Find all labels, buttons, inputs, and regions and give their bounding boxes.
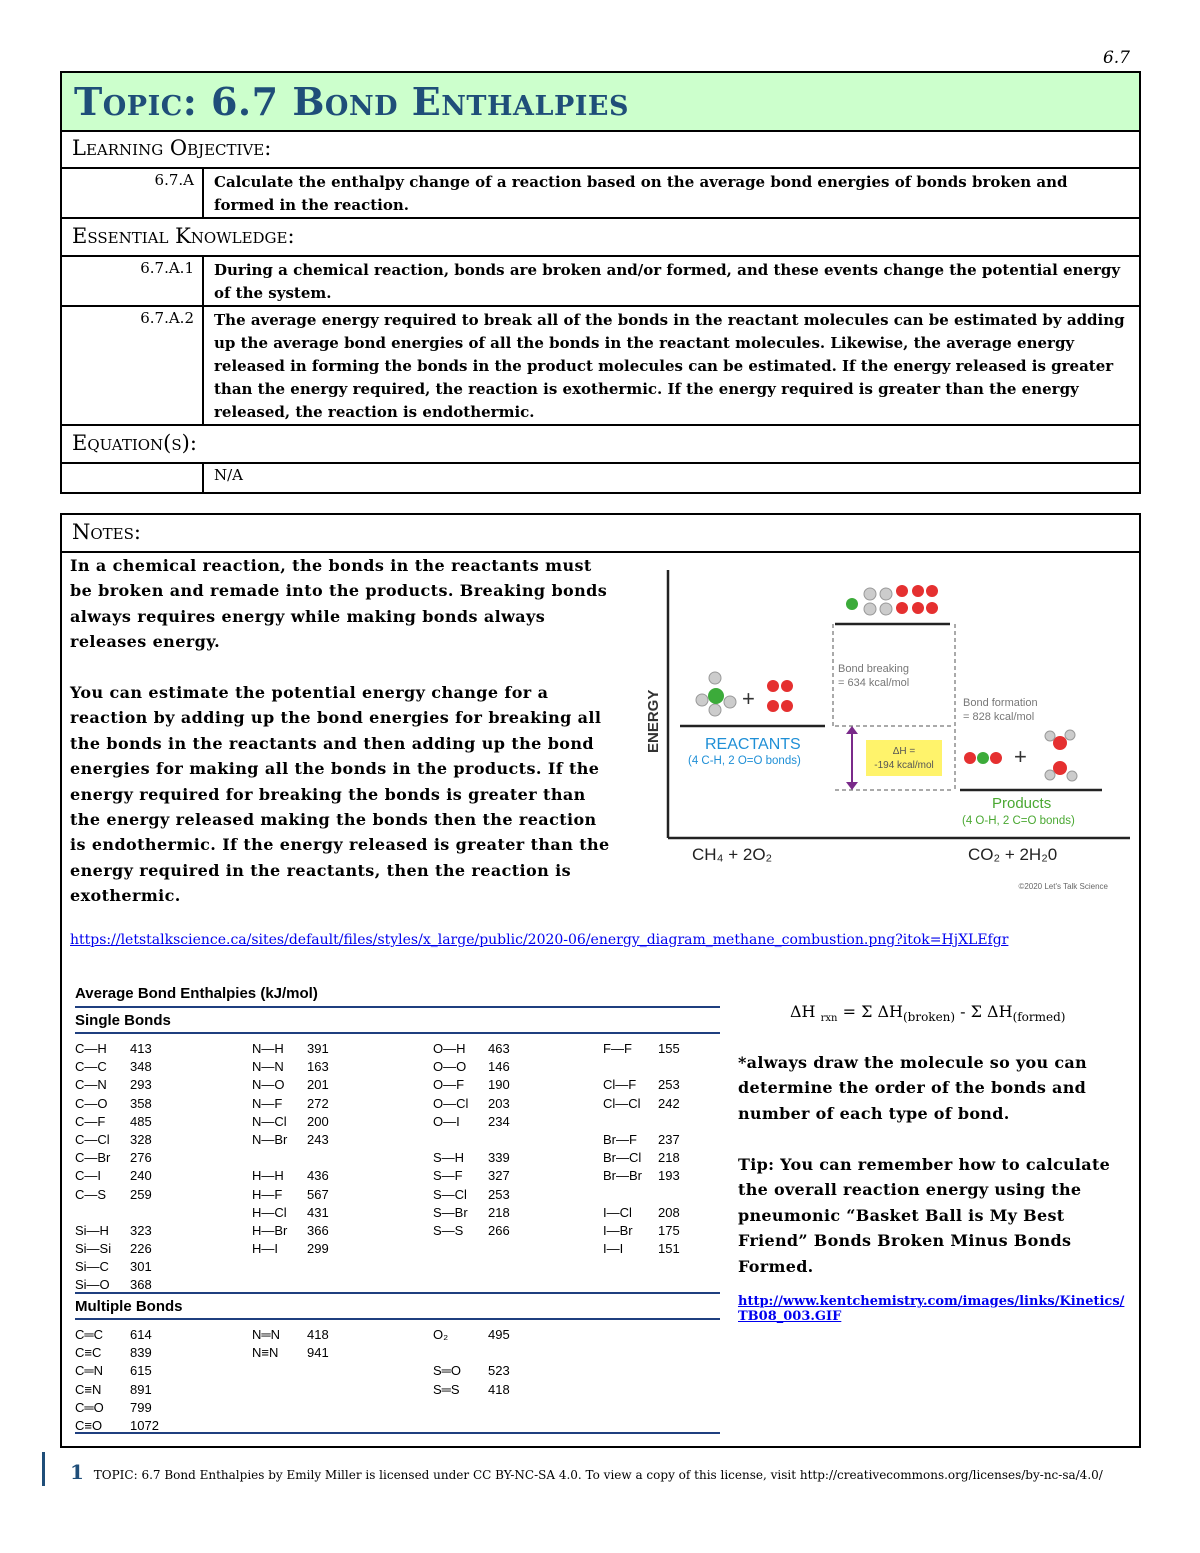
bond-name: I—Cl [603,1204,632,1220]
bond-name: Si—O [75,1277,110,1293]
bond-formation-value: = 828 kcal/mol [963,711,1035,723]
page-corner-label: 6.7 [1102,48,1130,68]
equations-heading: Equation(s): [60,426,1141,464]
equation-code [61,463,203,493]
objective-text: Calculate the enthalpy change of a reaction based on the average bond energies of bonds broken and formed in the reaction. [203,168,1140,218]
bond-value: 259 [130,1186,152,1202]
bond-value: 190 [488,1077,510,1093]
bond-entry [433,1131,510,1149]
bond-entry [75,1344,159,1362]
eq-delta-h: ΔH [790,1002,816,1021]
bond-entry [252,1186,329,1204]
bond-entry [75,1040,152,1058]
bond-name: O—F [433,1077,465,1093]
bond-entry [252,1131,329,1149]
bond-entry [433,1362,510,1380]
bond-name: I—I [603,1241,624,1257]
bond-value: 299 [307,1241,329,1257]
bond-value: 523 [488,1363,510,1379]
notes-paragraph-2: You can estimate the potential energy change for a reaction by adding up the bond energies for breaking all the bonds in the reactants and then adding up the bond energies for making all the bonds in the products. If the energy required for breaking the bonds is greater than the energy released making the bonds then the reaction is endothermic. If the energy released is greater than the energy required in the reactants, then the reaction is exothermic. [70,683,610,906]
bond-entry [603,1204,680,1222]
bond-breaking-label: Bond breaking [838,663,909,675]
page-number: 1 [70,1460,84,1484]
bond-entry [252,1222,329,1240]
knowledge-text: The average energy required to break all of the bonds in the reactant molecules can be estimated by adding up the average bond energies of all the bonds in the reactant molecules. Likewise, the average energy released in forming the bonds in the product molecules can be estimated. If the energy released is greater than the energy required, the reaction is exothermic. If the energy required is greater than the energy released, the reaction is endothermic. [203,306,1140,425]
bond-name: H—I [252,1241,278,1257]
bond-entry [433,1149,510,1167]
bond-entry [75,1381,159,1399]
bond-name: N—N [252,1059,284,1075]
bond-name: S═O [433,1363,461,1379]
bond-entry [433,1344,510,1362]
eq-formed: (formed) [1012,1010,1066,1025]
learning-objective-heading: Learning Objective: [60,131,1141,169]
bond-name: O—I [433,1113,460,1129]
knowledge-code: 6.7.A.2 [61,306,203,425]
bond-entry [433,1222,510,1240]
bond-value: 436 [307,1168,329,1184]
bond-name: C≡C [75,1345,102,1361]
bond-entry [252,1326,329,1344]
bond-value: 348 [130,1059,152,1075]
bond-column [75,1040,152,1295]
dh-arrow-head-up [846,726,858,734]
equations-table [60,462,1141,494]
bond-entry [252,1076,329,1094]
bond-entry [252,1344,329,1362]
separated-atoms [846,585,938,615]
bond-name: N—F [252,1095,283,1111]
bond-name: H—F [252,1186,283,1202]
bond-value: 243 [307,1131,329,1147]
bond-entry [433,1113,510,1131]
bond-name: H—Br [252,1222,288,1238]
bond-entry [433,1076,510,1094]
bond-value: 218 [488,1204,510,1220]
bond-entry [75,1399,159,1417]
bond-value: 301 [130,1259,152,1275]
water-molecules [1045,730,1077,781]
bond-name: N—O [252,1077,285,1093]
bond-entry [603,1095,680,1113]
bond-column [433,1040,510,1240]
bond-name: C═N [75,1363,103,1379]
bond-entry [75,1095,152,1113]
products-bonds: (4 O-H, 2 C=O bonds) [962,815,1075,827]
x-label-reactants: CH₄ + 2O₂ [692,845,773,864]
bond-name: C═O [75,1399,104,1415]
bond-value: 276 [130,1150,152,1166]
bond-entry [433,1381,510,1399]
objectives-block [60,131,1141,494]
knowledge-code: 6.7.A.1 [61,256,203,306]
enthalpy-equation [790,1002,1066,1024]
bond-entry [433,1326,510,1344]
bond-name: Si—C [75,1259,109,1275]
bond-name: S—S [433,1222,464,1238]
bond-value: 272 [307,1095,329,1111]
bond-name: N═N [252,1327,280,1342]
bond-value: 485 [130,1113,152,1129]
bond-name: Si—Si [75,1241,112,1257]
bond-value: 201 [307,1077,329,1093]
bond-value: 339 [488,1150,510,1166]
bond-value: 327 [488,1168,510,1184]
bond-column [252,1326,329,1362]
essential-knowledge-table [60,255,1141,426]
bond-entry [75,1240,152,1258]
equation-row [61,463,1140,493]
bond-name: C═C [75,1327,103,1342]
bond-entry [433,1095,510,1113]
bond-entry [75,1362,159,1380]
x-label-products: CO₂ + 2H₂0 [968,845,1058,864]
bond-name: Br—Cl [603,1150,642,1166]
bond-value: 203 [488,1095,510,1111]
bond-column [603,1040,680,1258]
bond-column [433,1326,510,1399]
energy-diagram [630,568,1135,898]
bond-entry [603,1186,680,1204]
bond-value: 891 [130,1381,152,1397]
dh-label-2: -194 kcal/mol [874,760,934,771]
bond-value: 391 [307,1041,329,1056]
bond-table-title: Average Bond Enthalpies (kJ/mol) [75,985,318,1002]
eq-broken: (broken) [902,1010,956,1025]
bond-name: S—H [433,1150,465,1166]
products-label: Products [992,795,1052,812]
bond-entry [75,1149,152,1167]
multiple-bonds-area [75,1320,720,1432]
bond-entry [75,1276,152,1294]
bond-name: N—H [252,1041,284,1056]
bond-name: O—Cl [433,1095,469,1111]
objective-code: 6.7.A [61,168,203,218]
bond-value: 839 [130,1345,152,1361]
bond-entry [75,1113,152,1131]
bond-value: 463 [488,1041,510,1056]
bond-value: 234 [488,1113,510,1129]
draw-molecule-note: *always draw the molecule so you can determine the order of the bonds and number of each type of bond. [738,1053,1087,1123]
bond-name: H—H [252,1168,284,1184]
bond-entry [603,1167,680,1185]
bond-value: 146 [488,1059,510,1075]
bond-entry [252,1204,329,1222]
bond-value: 151 [658,1241,680,1257]
bond-entry [75,1417,159,1435]
bond-column [75,1326,159,1435]
bond-value: 567 [307,1186,329,1202]
bond-name: C—Cl [75,1131,110,1147]
bond-entry [75,1186,152,1204]
bond-value: 293 [130,1077,152,1093]
bond-name: Si—H [75,1222,109,1238]
bond-value: 614 [130,1327,152,1342]
methane-molecule [696,672,736,716]
bond-entry [75,1076,152,1094]
bond-name: C—I [75,1168,101,1184]
bond-name: O₂ [433,1327,449,1342]
y-axis-label: ENERGY [645,689,662,753]
knowledge-row [61,306,1140,425]
bond-value: 226 [130,1241,152,1257]
co2-molecule [964,752,1002,764]
bond-value: 242 [658,1095,680,1111]
bond-name: S—Cl [433,1186,467,1202]
bond-entry [252,1113,329,1131]
bond-entry [75,1222,152,1240]
bond-table-source-link[interactable]: http://www.kentchemistry.com/images/links/Kinetics/TB08_003.GIF [738,1294,1125,1324]
plus-sign: + [742,686,755,711]
bond-entry [75,1131,152,1149]
bond-name: O—H [433,1041,466,1056]
bond-entry [75,1058,152,1076]
bond-entry [603,1240,680,1258]
bond-name: C≡N [75,1381,102,1397]
bond-entry [603,1222,680,1240]
bond-entry [252,1095,329,1113]
bond-entry [75,1326,159,1344]
bond-entry [252,1149,329,1167]
bond-value: 163 [307,1059,329,1075]
bond-value: 253 [488,1186,510,1202]
bond-value: 175 [658,1222,680,1238]
bond-value: 413 [130,1041,152,1056]
bond-column [252,1040,329,1258]
bond-value: 193 [658,1168,680,1184]
bond-name: C≡O [75,1417,103,1433]
bond-entry [603,1131,680,1149]
bond-value: 1072 [130,1417,159,1433]
bond-name: C—C [75,1059,107,1075]
bond-value: 323 [130,1222,152,1238]
bond-name: C—Br [75,1150,111,1166]
bond-value: 941 [307,1345,329,1361]
bond-value: 431 [307,1204,329,1220]
bond-value: 155 [658,1041,680,1056]
dh-arrow-head-down [846,782,858,790]
bond-enthalpy-table [75,985,720,1434]
table-bottom-rule [75,1432,720,1434]
bond-value: 328 [130,1131,152,1147]
bond-name: N—Cl [252,1113,287,1129]
bond-name: F—F [603,1041,632,1056]
bond-value: 799 [130,1399,152,1415]
bond-entry [433,1186,510,1204]
bond-entry [75,1167,152,1185]
bond-value: 418 [307,1327,329,1342]
multiple-bonds-rule [75,1292,720,1294]
bond-entry [252,1167,329,1185]
oxygen-molecules [767,680,793,712]
mnemonic-tip: Tip: You can remember how to calculate the overall reaction energy using the pneumonic “Basket Ball is My Best Friend” Bonds Broken Minus Bonds Formed. [738,1155,1111,1276]
bond-breaking-value: = 634 kcal/mol [838,677,910,689]
bond-name: O—O [433,1059,467,1075]
bond-name: C—H [75,1041,107,1056]
bond-name: S—F [433,1168,463,1184]
footer [70,1460,1103,1484]
bond-value: 208 [658,1204,680,1220]
eq-sum-broken: = Σ ΔH [837,1002,903,1021]
single-bonds-area [75,1034,720,1292]
bond-entry [433,1040,510,1058]
notes-heading: Notes: [62,515,1139,553]
bond-name: S—Br [433,1204,468,1220]
bond-name: Cl—F [603,1077,637,1093]
copyright: ©2020 Let's Talk Science [1018,882,1108,891]
eq-sum-formed: - Σ ΔH [955,1002,1013,1021]
bond-name: N—Br [252,1131,288,1147]
bond-entry [75,1204,152,1222]
eq-rxn: rxn [820,1013,838,1025]
bond-name: N≡N [252,1345,279,1361]
reactants-label: REACTANTS [705,736,801,753]
bond-name: C—S [75,1186,107,1202]
bond-name: I—Br [603,1222,633,1238]
multiple-bonds-heading: Multiple Bonds [75,1298,183,1315]
knowledge-row [61,256,1140,306]
bond-value: 368 [130,1277,152,1293]
bond-name: C—O [75,1095,108,1111]
bond-entry [603,1076,680,1094]
bond-value: 218 [658,1150,680,1166]
bond-name: H—Cl [252,1204,287,1220]
bond-name: Cl—Cl [603,1095,641,1111]
bond-name: Br—F [603,1131,637,1147]
bond-value: 240 [130,1168,152,1184]
objective-row [61,168,1140,218]
reactants-bonds: (4 C-H, 2 O=O bonds) [688,755,801,767]
bond-entry [603,1058,680,1076]
learning-objective-table [60,167,1141,219]
license-text: TOPIC: 6.7 Bond Enthalpies by Emily Miller is licensed under CC BY-NC-SA 4.0. To view a copy of this license, visit http://creativecommons.org/licenses/by-nc-sa/4.0/ [93,1468,1103,1482]
bond-formation-label: Bond formation [963,697,1038,709]
topic-title: Topic: 6.7 Bond Enthalpies [60,71,1141,132]
bond-value: 200 [307,1113,329,1129]
footer-bar [42,1452,45,1486]
essential-knowledge-heading: Essential Knowledge: [60,219,1141,257]
bond-value: 266 [488,1222,510,1238]
bond-value: 358 [130,1095,152,1111]
single-bonds-heading: Single Bonds [75,1006,720,1029]
bond-entry [433,1167,510,1185]
plus-sign: + [1014,744,1027,769]
bond-name: S═S [433,1381,460,1397]
bond-entry [252,1240,329,1258]
dh-label-1: ΔH = [892,746,916,757]
bond-value: 366 [307,1222,329,1238]
equation-value: N/A [203,463,1140,493]
bond-entry [252,1040,329,1058]
bond-value: 615 [130,1363,152,1379]
bond-entry [433,1058,510,1076]
bond-value: 237 [658,1131,680,1147]
bond-entry [603,1040,680,1058]
bond-entry [252,1058,329,1076]
bond-name: C—F [75,1113,106,1129]
knowledge-text: During a chemical reaction, bonds are broken and/or formed, and these events change the potential energy of the system. [203,256,1140,306]
bond-value: 253 [658,1077,680,1093]
diagram-source-link[interactable]: https://letstalkscience.ca/sites/default/files/styles/x_large/public/2020-06/energy_diagram_methane_combustion.png?itok=HjXLEfgr [70,932,1009,948]
bond-entry [603,1149,680,1167]
notes-paragraph-1: In a chemical reaction, the bonds in the reactants must be broken and remade into the products. Breaking bonds always requires energy while making bonds always releases energy. [70,556,608,652]
bond-entry [75,1258,152,1276]
bond-entry [603,1113,680,1131]
bond-name: C—N [75,1077,107,1093]
bond-entry [433,1204,510,1222]
bond-value: 418 [488,1381,510,1397]
bond-value: 495 [488,1327,510,1342]
bond-name: Br—Br [603,1168,642,1184]
